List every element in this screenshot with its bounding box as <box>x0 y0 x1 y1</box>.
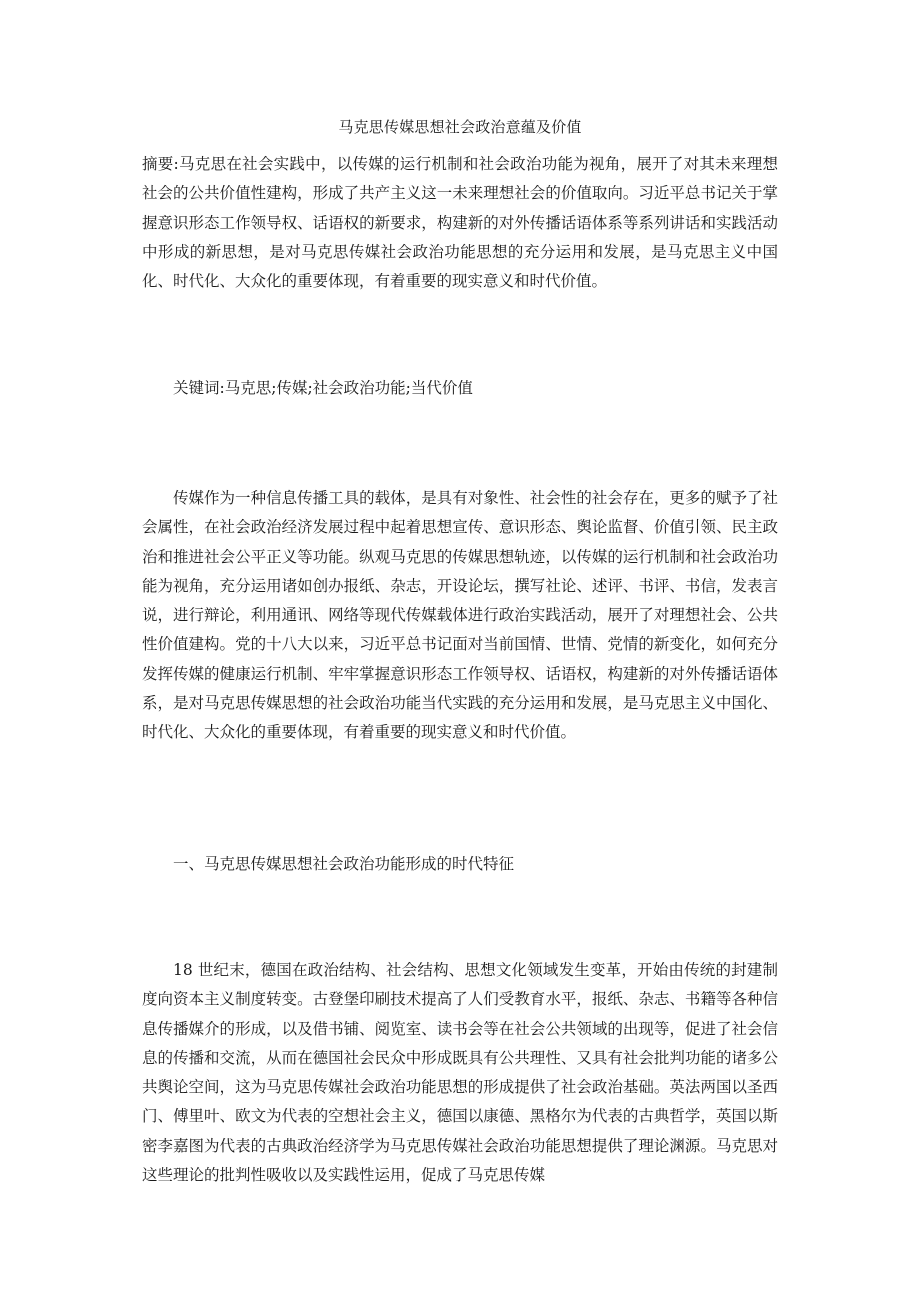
document-title: 马克思传媒思想社会政治意蕴及价值 <box>338 118 582 136</box>
keywords-line: 关键词:马克思;传媒;社会政治功能;当代价值 <box>173 379 473 397</box>
intro-paragraph: 传媒作为一种信息传播工具的载体，是具有对象性、社会性的社会存在，更多的赋予了社会属性，在社会政治经济发展过程中起着思想宣传、意识形态、舆论监督、价值引领、民主政治和推进社会公平正义等功能。纵观马克思的传媒思想轨迹，以传媒的运行机制和社会政治功能为视角，充分运用诸如创办报纸、杂志，开设论坛，撰写社论、述评、书评、书信，发表言说，进行辩论，利用通讯、网络等现代传媒载体进行政治实践活动，展开了对理想社会、公共性价值建构。党的十八大以来，习近平总书记面对当前国情、世情、党情的新变化，如何充分发挥传媒的健康运行机制、牢牢掌握意识形态工作领导权、话语权，构建新的对外传播话语体系，是对马克思传媒思想的社会政治功能当代实践的充分运用和发展，是马克思主义中国化、时代化、大众化的重要体现，有着重要的现实意义和时代价值。 <box>142 489 778 742</box>
section-heading: 一、马克思传媒思想社会政治功能形成的时代特征 <box>173 855 515 873</box>
section-paragraph: 18 世纪末，德国在政治结构、社会结构、思想文化领域发生变革，开始由传统的封建制度向资本主义制度转变。古登堡印刷技术提高了人们受教育水平，报纸、杂志、书籍等各种信息传播媒介的形成，以及借书铺、阅览室、读书会等在社会公共领域的出现等，促进了社会信息的传播和交流，从而在德国社会民众中形成既具有公共理性、又具有社会批判功能的诸多公共舆论空间，这为马克思传媒社会政治功能思想的形成提供了社会政治基础。英法两国以圣西门、傅里叶、欧文为代表的空想社会主义，德国以康德、黑格尔为代表的古典哲学，英国以斯密李嘉图为代表的古典政治经济学为马克思传媒社会政治功能思想提供了理论渊源。马克思对这些理论的批判性吸收以及实践性运用，促成了马克思传媒 <box>142 961 778 1185</box>
abstract-paragraph: 摘要:马克思在社会实践中，以传媒的运行机制和社会政治功能为视角，展开了对其未来理想社会的公共价值性建构，形成了共产主义这一未来理想社会的价值取向。习近平总书记关于掌握意识形态工作领导权、话语权的新要求，构建新的对外传播话语体系等系列讲话和实践活动中形成的新思想，是对马克思传媒社会政治功能思想的充分运用和发展，是马克思主义中国化、时代化、大众化的重要体现，有着重要的现实意义和时代价值。 <box>142 155 778 291</box>
